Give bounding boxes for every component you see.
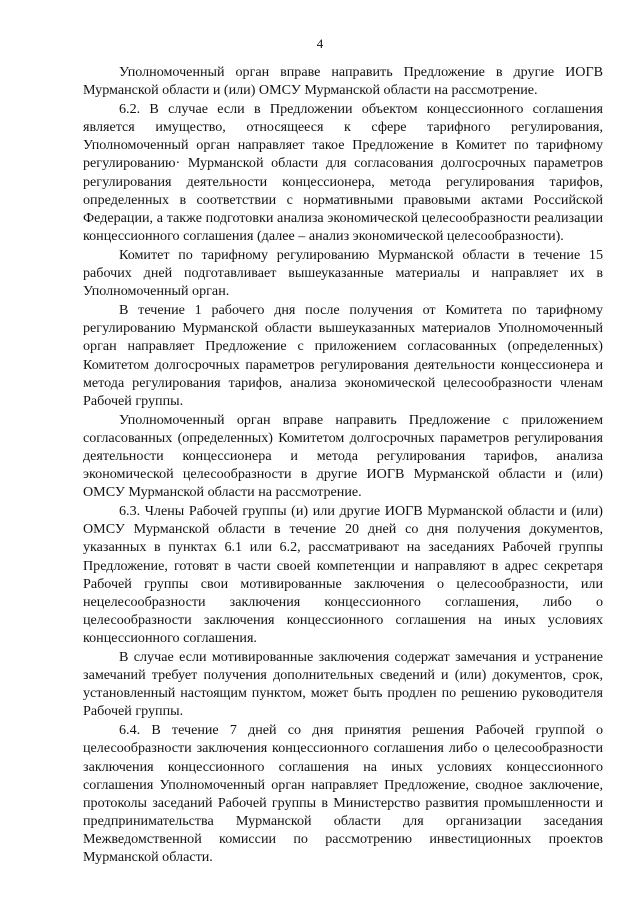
page-number: 4 <box>316 36 324 51</box>
paragraph: 6.2. В случае если в Предложении объектом концессионного соглашения является имущество, относящееся к сфере тарифного регулирования, Уполномоченный орган направляет такое Предложение в Комитет по тарифному регулированию· Мурманской области для согласования долгосрочных параметров регулирования деятельности концессионера, метода регулирования тарифов, определенных в соответствии с нормативными правовыми актами Российской Федерации, а также подготовки анализа экономической целесообразности реализации концессионного соглашения (далее – анализ экономической целесообразности). <box>83 101 603 244</box>
paragraph: Уполномоченный орган вправе направить Предложение с приложением согласованных (определенных) Комитетом долгосрочных параметров регулирования деятельности концессионера и метода регулирования тарифов, анализа экономической целесообразности в другие ИОГВ Мурманской области и (или) ОМСУ Мурманской области на рассмотрение. <box>83 411 603 501</box>
paragraph: 6.4. В течение 7 дней со дня принятия решения Рабочей группой о целесообразности заключения концессионного соглашения либо о целесообразности заключения концессионного соглашения на иных условиях концессионного соглашения Уполномоченный орган направляет Предложение, сводное заключение, протоколы заседаний Рабочей группы в Министерство развития промышленности и предпринимательства Мурманской области для организации заседания Межведомственной комиссии по рассмотрению инвестиционных проектов Мурманской области. <box>83 722 603 866</box>
paragraph: 6.3. Члены Рабочей группы (и) или другие ИОГВ Мурманской области и (или) ОМСУ Мурманской области в течение 20 дней со дня получения документов, указанных в пунктах 6.1 или 6.2, рассматривают на заседаниях Рабочей группы Предложение, готовят в части своей компетенции и направляют в адрес секретаря Рабочей группы свои мотивированные заключения о целесообразности, или нецелесообразности заключения концессионного соглашения, либо о целесообразности заключения концессионного соглашения на иных условиях концессионного соглашения. <box>83 503 603 646</box>
paragraph: Уполномоченный орган вправе направить Предложение в другие ИОГВ Мурманской области и (или) ОМСУ Мурманской области на рассмотрение. <box>83 64 603 99</box>
paragraph: Комитет по тарифному регулированию Мурманской области в течение 15 рабочих дней подготавливает вышеуказанные материалы и направляет их в Уполномоченный орган. <box>83 246 603 300</box>
paragraph: В течение 1 рабочего дня после получения от Комитета по тарифному регулированию Мурманской области вышеуказанных материалов Уполномоченный орган направляет Предложение с приложением согласованных (определенных) Комитетом долгосрочных параметров регулирования деятельности концессионера и метода регулирования тарифов, анализа экономической целесообразности членам Рабочей группы. <box>83 302 603 409</box>
document-body <box>83 63 603 866</box>
paragraph: В случае если мотивированные заключения содержат замечания и устранение замечаний требует получения дополнительных сведений и (или) документов, срок, установленный настоящим пунктом, может быть продлен по решению руководителя Рабочей группы. <box>83 649 603 720</box>
